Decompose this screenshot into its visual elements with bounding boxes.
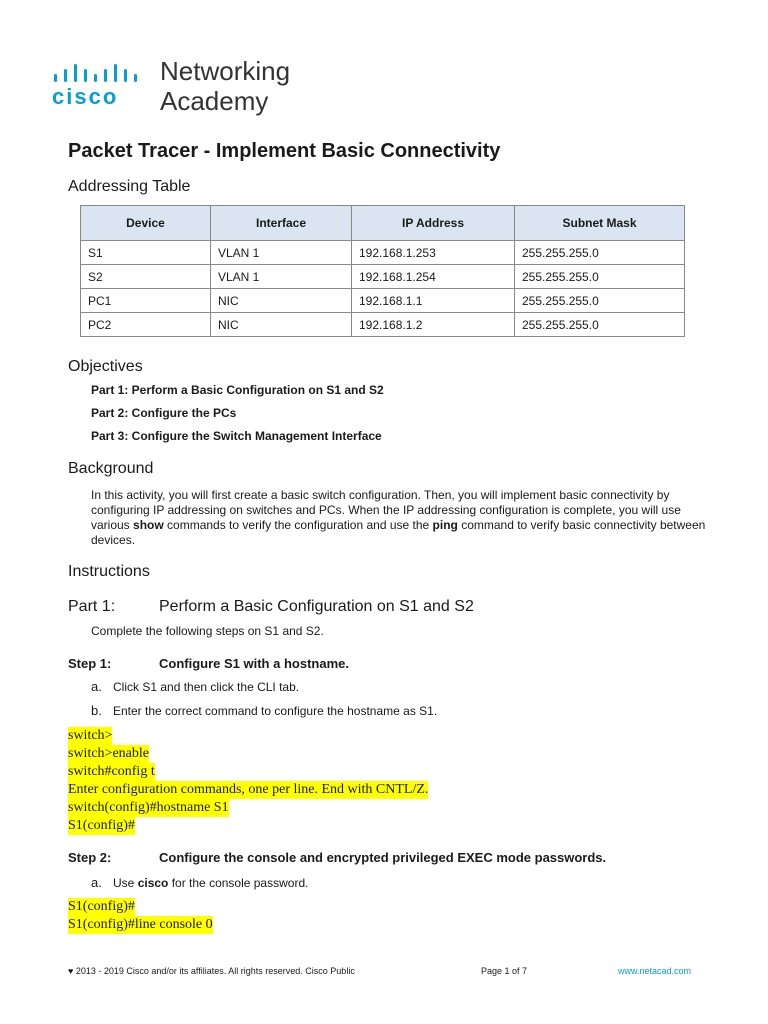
part-1-title: Perform a Basic Configuration on S1 and S2	[159, 598, 474, 615]
cell-interface: NIC	[211, 313, 352, 337]
page-title: Packet Tracer - Implement Basic Connectivity	[68, 140, 501, 162]
code-line: switch#config t	[68, 764, 155, 779]
code-line: switch>	[68, 728, 113, 743]
cell-ip: 192.168.1.1	[352, 289, 515, 313]
list-marker: a.	[91, 679, 102, 694]
code-line: S1(config)#	[68, 899, 135, 914]
list-item-text: Click S1 and then click the CLI tab.	[113, 680, 300, 694]
step-2-title: Configure the console and encrypted privileged EXEC mode passwords.	[159, 850, 607, 865]
code-line: S1(config)#	[68, 818, 135, 833]
cisco-bars-icon	[52, 64, 152, 84]
header-device: Device	[81, 206, 211, 241]
logo-networking-text: Networking	[160, 56, 291, 86]
background-text: command to verify basic connectivity between devices.	[91, 518, 706, 547]
header-subnet-mask: Subnet Mask	[515, 206, 685, 241]
step-2-label: Step 2:	[68, 850, 112, 865]
code-block-1	[68, 727, 428, 835]
part-1-heading	[68, 598, 474, 616]
part-1-intro: Complete the following steps on S1 and S2.	[91, 624, 324, 638]
step-1-title: Configure S1 with a hostname.	[159, 656, 349, 671]
code-line: switch>enable	[68, 746, 149, 761]
cell-mask: 255.255.255.0	[515, 313, 685, 337]
objective-part-1: Part 1: Perform a Basic Configuration on S1 and S2	[91, 383, 384, 397]
cell-interface: VLAN 1	[211, 241, 352, 265]
objective-part-2: Part 2: Configure the PCs	[91, 406, 237, 420]
table-header-row	[81, 206, 685, 241]
cell-mask: 255.255.255.0	[515, 265, 685, 289]
cisco-wordmark: cisco	[52, 84, 119, 109]
cell-device: S1	[81, 241, 211, 265]
cell-interface: NIC	[211, 289, 352, 313]
ping-command: ping	[432, 518, 458, 532]
code-block-2	[68, 898, 213, 934]
instructions-heading: Instructions	[68, 563, 150, 580]
part-1-label: Part 1:	[68, 598, 116, 615]
footer-link[interactable]: www.netacad.com	[618, 966, 692, 976]
cell-ip: 192.168.1.253	[352, 241, 515, 265]
objective-part-3: Part 3: Configure the Switch Management Interface	[91, 429, 382, 443]
footer-page-number: Page 1 of 7	[481, 966, 528, 976]
table-row	[81, 313, 685, 337]
cell-mask: 255.255.255.0	[515, 289, 685, 313]
list-marker: b.	[91, 703, 102, 718]
code-line: Enter configuration commands, one per line. End with CNTL/Z.	[68, 782, 429, 797]
step-2-heading	[68, 850, 607, 865]
cell-ip: 192.168.1.254	[352, 265, 515, 289]
cell-device: PC2	[81, 313, 211, 337]
cell-mask: 255.255.255.0	[515, 241, 685, 265]
code-line: S1(config)#line console 0	[68, 917, 213, 932]
background-text: commands to verify the configuration and use the	[163, 518, 433, 532]
cell-device: S2	[81, 265, 211, 289]
show-command: show	[133, 518, 164, 532]
addressing-table	[80, 205, 685, 337]
objectives-heading: Objectives	[68, 358, 143, 375]
table-row	[81, 265, 685, 289]
code-line: switch(config)#hostname S1	[68, 800, 229, 815]
cell-interface: VLAN 1	[211, 265, 352, 289]
background-paragraph	[91, 488, 711, 548]
logo-academy-text: Academy	[160, 86, 269, 116]
cisco-networking-academy-logo	[52, 58, 312, 118]
step-1-label: Step 1:	[68, 656, 112, 671]
footer-copyright: ♥ 2013 - 2019 Cisco and/or its affiliates. All rights reserved. Cisco Public	[68, 966, 355, 976]
list-item-text: for the console password.	[168, 876, 309, 890]
addressing-table-heading: Addressing Table	[68, 178, 191, 195]
cell-device: PC1	[81, 289, 211, 313]
list-item-text: Use	[113, 876, 138, 890]
cell-ip: 192.168.1.2	[352, 313, 515, 337]
console-password: cisco	[137, 876, 169, 890]
step-1-heading	[68, 656, 349, 671]
step-1-item-b	[91, 703, 437, 718]
header-ip-address: IP Address	[352, 206, 515, 241]
table-row	[81, 241, 685, 265]
table-row	[81, 289, 685, 313]
background-heading: Background	[68, 460, 154, 477]
list-marker: a.	[91, 875, 102, 890]
background-text: In this activity, you will first create a basic switch configuration. Then, you will implement basic connectivity by configuring IP addressing on switches and PCs. When the IP addressing configuration is complete, you will use various	[91, 488, 681, 532]
step-2-item-a	[91, 875, 308, 890]
step-1-item-a	[91, 679, 299, 694]
list-item-text: Enter the correct command to configure the hostname as S1.	[113, 704, 438, 718]
header-interface: Interface	[211, 206, 352, 241]
